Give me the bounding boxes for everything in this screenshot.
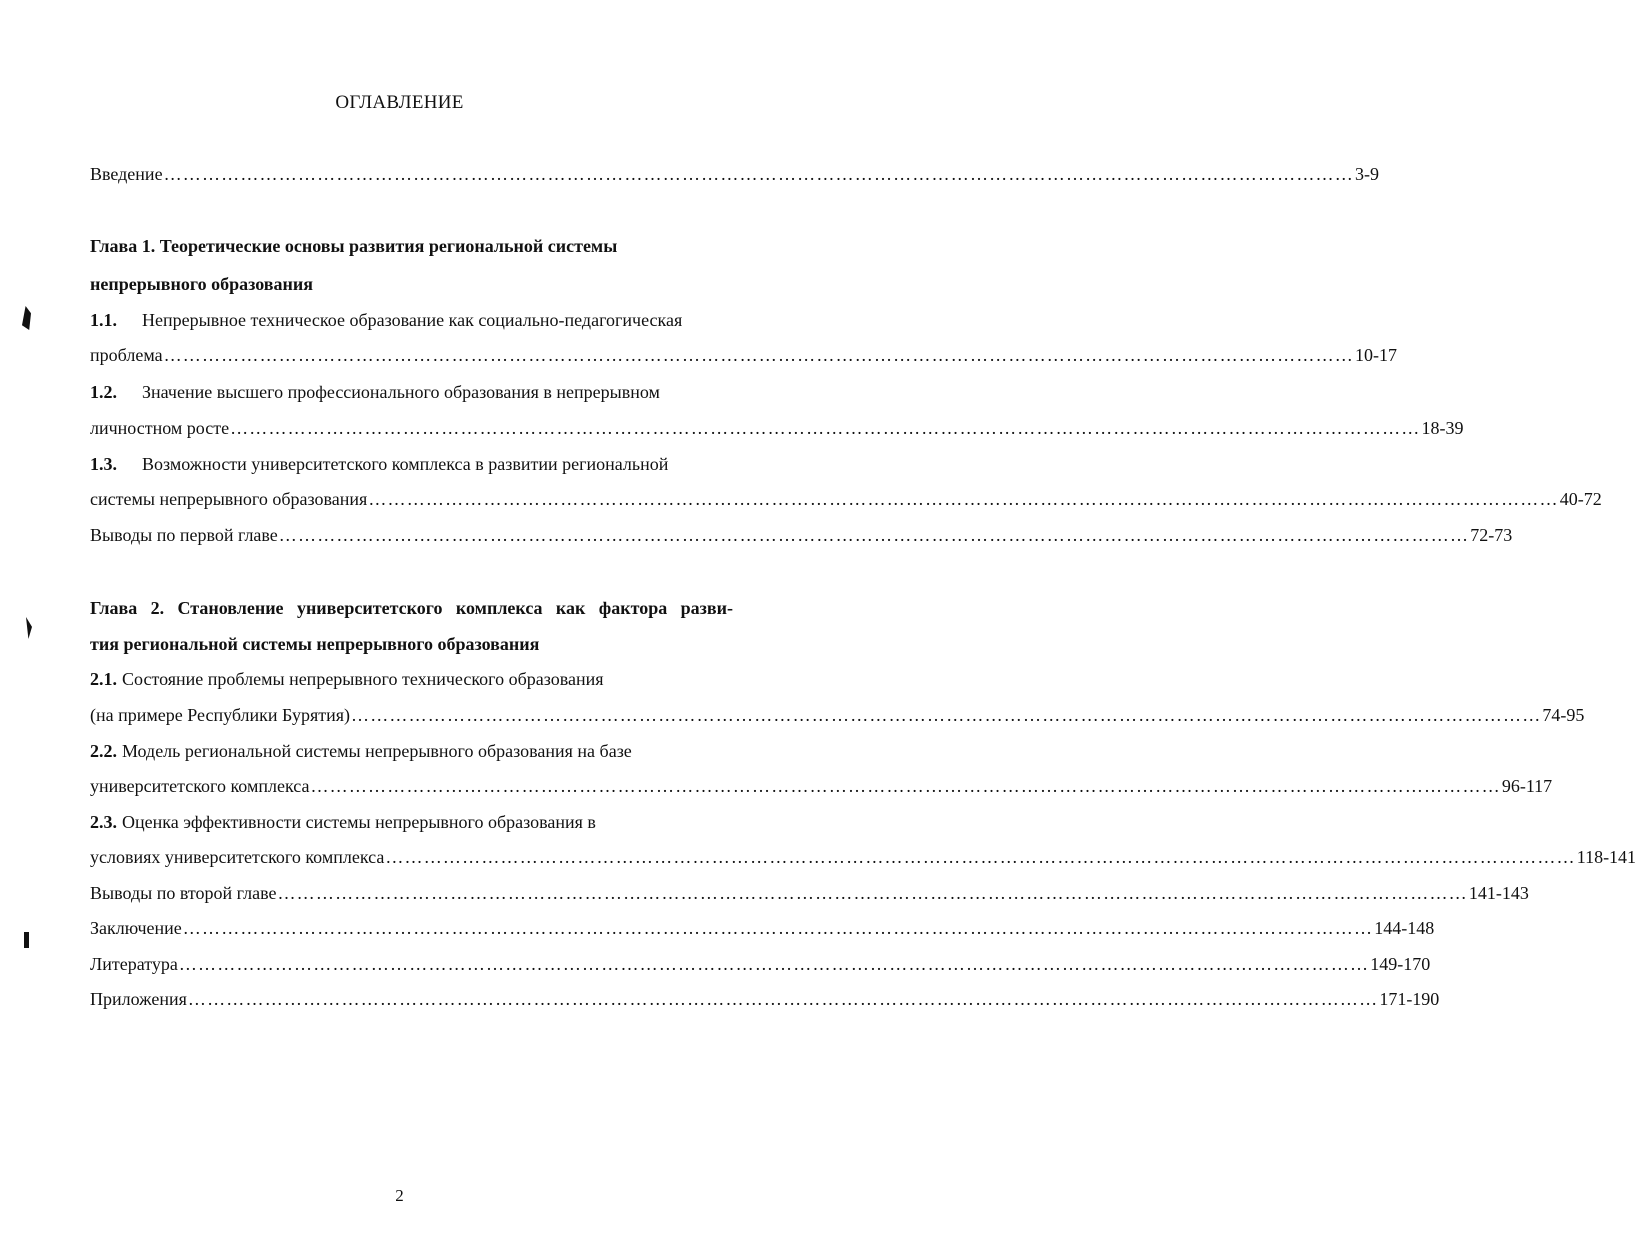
chapter-1-heading-line1: Глава 1. Теоретические основы развития региональной системы — [90, 236, 618, 256]
section-title: Модель региональной системы непрерывного образования на базе — [122, 741, 632, 761]
heading-word: Становление — [177, 598, 284, 618]
chapter-1-heading-line2: непрерывного образования — [90, 274, 314, 294]
chapter-2-heading-line1 — [90, 596, 733, 620]
scan-mark-2 — [26, 617, 32, 639]
chapter-2-heading-line2: тия региональной системы непрерывного образования — [90, 634, 540, 654]
section-number: 2.2. — [90, 741, 117, 761]
toc-entry-text: Приложения — [90, 989, 187, 1009]
section-title: Оценка эффективности системы непрерывного образования в — [122, 812, 596, 832]
section-number: 1.2. — [90, 382, 117, 402]
dot-leader: …………………………………………………………………………………………………………………………………………………………………… — [351, 705, 1542, 725]
toc-entry-literature — [90, 952, 1431, 976]
toc-entry-pages: 40-72 — [1559, 489, 1602, 509]
heading-word: комплекса — [455, 598, 543, 618]
dot-leader: …………………………………………………………………………………………………………………………………………………………………… — [277, 883, 1468, 903]
section-title-cont: условиях университетского комплекса — [90, 847, 385, 867]
section-2-2-line1 — [90, 739, 733, 763]
section-1-3-line2 — [90, 487, 1602, 511]
section-title-cont: (на примере Республики Бурятия) — [90, 705, 350, 725]
heading-word: университетского — [296, 598, 443, 618]
toc-entry-pages: 149-170 — [1370, 954, 1431, 974]
toc-entry-intro — [90, 162, 1379, 186]
dot-leader: …………………………………………………………………………………………………………………………………………………………………… — [187, 989, 1379, 1009]
section-title: Непрерывное техническое образование как социально-педагогическая — [142, 310, 683, 330]
section-1-2-line2 — [90, 416, 1464, 440]
toc-entry-pages: 96-117 — [1501, 776, 1553, 796]
toc-entry-text: Выводы по первой главе — [90, 525, 278, 545]
dot-leader: …………………………………………………………………………………………………………………………………………………………………… — [182, 918, 1374, 938]
section-title-cont: личностном росте — [90, 418, 230, 438]
section-title-cont: университетского комплекса — [90, 776, 310, 796]
toc-entry-pages: 171-190 — [1379, 989, 1440, 1009]
section-2-1-line1 — [90, 667, 733, 691]
scan-mark-1 — [22, 306, 31, 330]
dot-leader: …………………………………………………………………………………………………………………………………………………………………… — [385, 847, 1576, 867]
dot-leader: …………………………………………………………………………………………………………………………………………………………………… — [230, 418, 1421, 438]
toc-entry-chapter-2-conclusion — [90, 881, 1529, 905]
toc-entry-chapter-1-conclusion — [90, 523, 1513, 547]
section-number: 1.3. — [90, 454, 117, 474]
toc-entry-text: Заключение — [90, 918, 182, 938]
toc-entry-closing — [90, 916, 1435, 940]
dot-leader: …………………………………………………………………………………………………………………………………………………………………… — [278, 525, 1470, 545]
toc-entry-text: Литература — [90, 954, 178, 974]
heading-word: 2. — [150, 598, 165, 618]
scan-mark-3 — [24, 932, 29, 948]
toc-entry-text: Введение — [90, 164, 163, 184]
section-title-cont: проблема — [90, 345, 163, 365]
toc-entry-pages: 3-9 — [1354, 164, 1379, 184]
toc-entry-pages: 141-143 — [1468, 883, 1529, 903]
section-2-3-line2 — [90, 845, 1636, 869]
section-1-3-line1 — [90, 452, 733, 476]
section-2-2-line2 — [90, 774, 1553, 798]
toc-entry-pages: 10-17 — [1354, 345, 1397, 365]
toc-entry-appendix — [90, 987, 1440, 1011]
toc-entry-pages: 144-148 — [1374, 918, 1435, 938]
dot-leader: …………………………………………………………………………………………………………………………………………………………………… — [368, 489, 1559, 509]
dot-leader: …………………………………………………………………………………………………………………………………………………………………… — [163, 345, 1354, 365]
heading-word: разви- — [680, 598, 733, 618]
section-number: 2.3. — [90, 812, 117, 832]
section-title-cont: системы непрерывного образования — [90, 489, 368, 509]
section-title: Значение высшего профессионального образования в непрерывном — [142, 382, 660, 402]
section-2-3-line1 — [90, 810, 733, 834]
section-2-1-line2 — [90, 703, 1585, 727]
section-title: Состояние проблемы непрерывного технического образования — [122, 669, 604, 689]
toc-entry-pages: 74-95 — [1542, 705, 1585, 725]
heading-word: Глава — [90, 598, 138, 618]
toc-entry-pages: 72-73 — [1470, 525, 1513, 545]
dot-leader: …………………………………………………………………………………………………………………………………………………………………… — [163, 164, 1354, 184]
section-number: 1.1. — [90, 310, 117, 330]
page-title: ОГЛАВЛЕНИЕ — [335, 92, 464, 113]
heading-word: как — [555, 598, 586, 618]
toc-entry-pages: 18-39 — [1421, 418, 1464, 438]
section-1-1-line2 — [90, 343, 1397, 367]
toc-entry-text: Выводы по второй главе — [90, 883, 277, 903]
section-1-2-line1 — [90, 380, 733, 404]
page-number: 2 — [395, 1186, 404, 1205]
section-number: 2.1. — [90, 669, 117, 689]
section-1-1-line1 — [90, 308, 733, 332]
dot-leader: …………………………………………………………………………………………………………………………………………………………………… — [310, 776, 1501, 796]
section-title: Возможности университетского комплекса в развитии региональной — [142, 454, 669, 474]
heading-word: фактора — [598, 598, 668, 618]
dot-leader: …………………………………………………………………………………………………………………………………………………………………… — [178, 954, 1370, 974]
toc-entry-pages: 118-141 — [1576, 847, 1636, 867]
